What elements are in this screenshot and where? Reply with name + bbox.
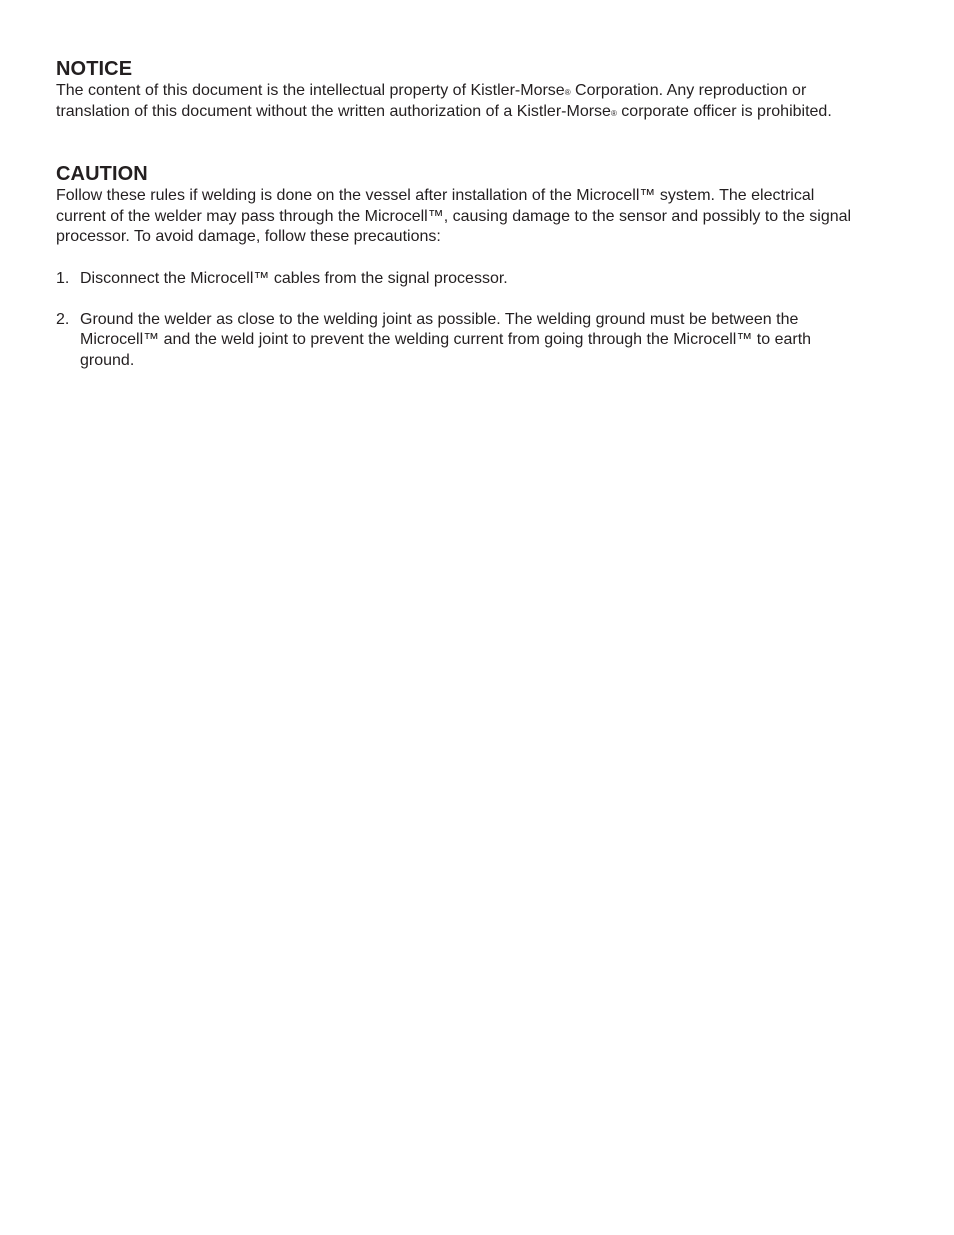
notice-text (56, 81, 856, 122)
list-item-text: Ground the welder as close to the welding joint as possible. The welding ground must be between the Microcell™ and the weld joint to prevent the welding current from going through the Microcell™ to earth ground. (80, 310, 812, 369)
caution-intro: Follow these rules if welding is done on the vessel after installation of the Microcell™ system. The electrical current of the welder may pass through the Microcell™, causing damage to the sensor and possibly to the signal processor. To avoid damage, follow these precautions: (56, 187, 852, 246)
precautions-list (56, 269, 856, 372)
caution-section (56, 162, 856, 371)
caution-heading: CAUTION (56, 163, 148, 186)
list-item-text: Disconnect the Microcell™ cables from the signal processor. (80, 269, 508, 287)
registered-mark: ® (610, 108, 617, 118)
list-item (56, 310, 856, 372)
notice-section (56, 57, 856, 122)
notice-text-part2: Corporation. Any reproduction or translation of this document without the written authorization of a Kistler-Morse (56, 82, 807, 120)
notice-text-part3: corporate officer is prohibited. (616, 102, 832, 120)
notice-heading: NOTICE (56, 58, 133, 80)
list-item (56, 269, 856, 290)
document-page (56, 57, 856, 392)
list-item-number: 1. (56, 269, 70, 287)
notice-text-part1: The content of this document is the intellectual property of Kistler-Morse (56, 82, 565, 99)
registered-mark: ® (564, 88, 571, 97)
list-item-number: 2. (56, 310, 70, 328)
